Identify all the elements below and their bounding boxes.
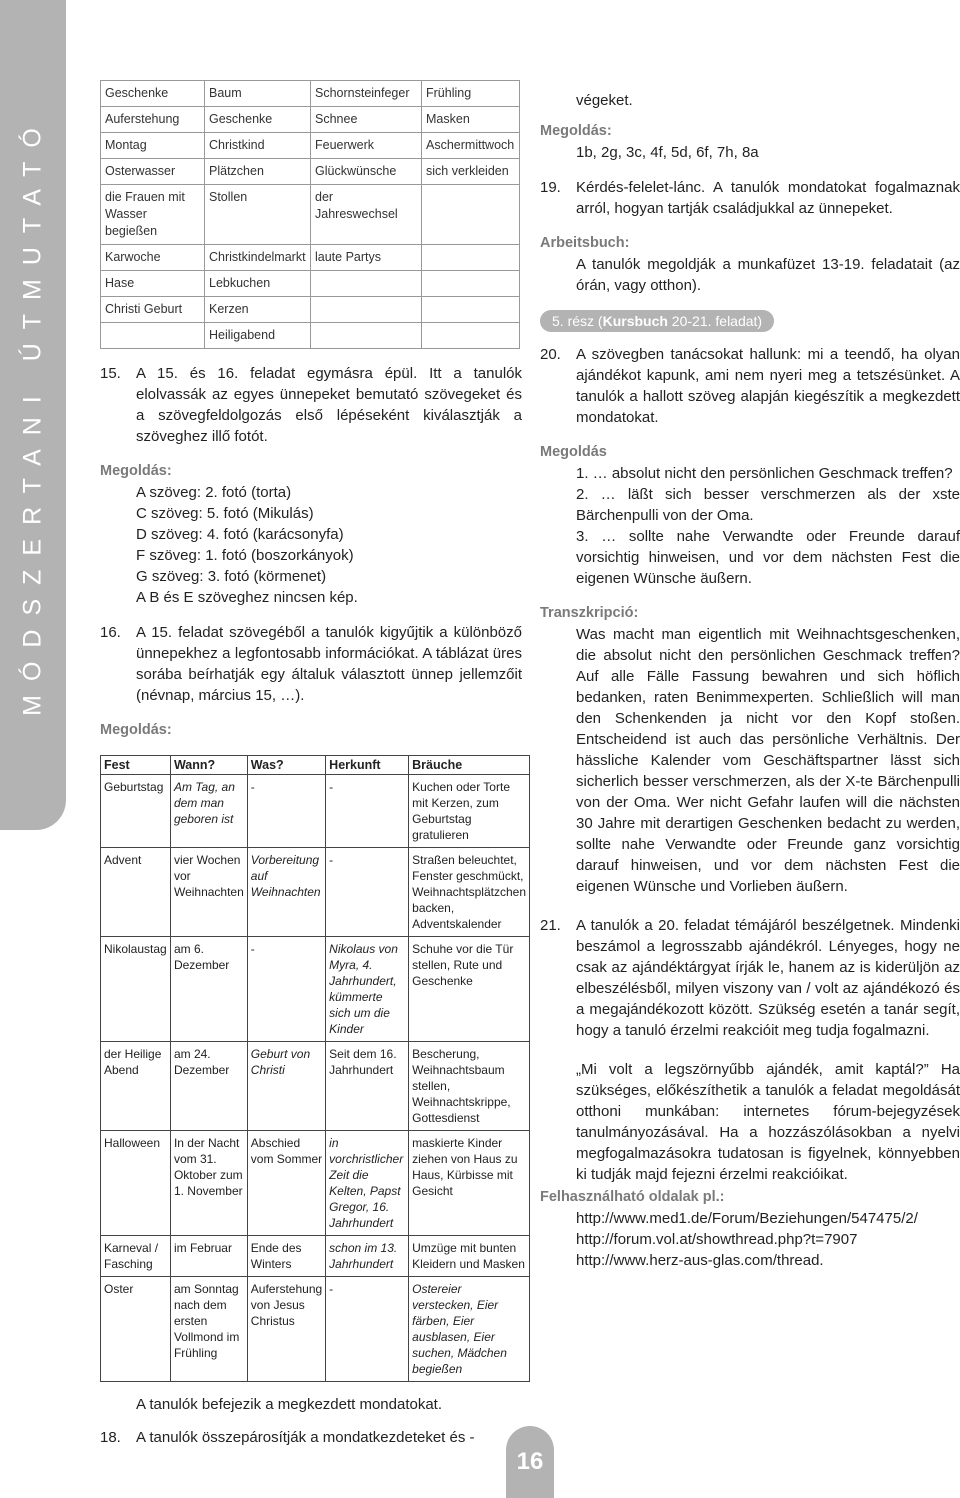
solution-list [540,463,960,589]
festival-header: Herkunft [326,756,409,775]
vocab-cell [422,185,520,245]
vocab-cell: sich verkleiden [422,159,520,185]
vocab-cell: Christkindelmarkt [205,245,311,271]
task-number: 19. [540,179,561,196]
badge-suffix: 20-21. feladat) [667,313,763,329]
vocab-cell: Baum [205,81,311,107]
vocab-cell: Lebkuchen [205,271,311,297]
festival-cell: Nikolaus von Myra, 4. Jahrhundert, kümmerte sich um die Kinder [326,937,409,1042]
festival-cell: am 24. Dezember [170,1042,247,1131]
continuation-text: végeket. [576,92,633,109]
vocab-cell [422,271,520,297]
festival-cell: Kuchen oder Torte mit Kerzen, zum Geburtstag gratulieren [409,775,530,848]
festival-row [101,1131,530,1236]
festival-cell: Straßen beleuchtet, Fenster geschmückt, Weihnachtsplätzchen backen, Adventskalender [409,848,530,937]
task-19 [540,177,960,219]
vocab-row [101,107,520,133]
vocab-cell: Christkind [205,133,311,159]
task-20 [540,344,960,428]
vocab-cell: Geschenke [205,107,311,133]
solution-item: G szöveg: 3. fotó (körmenet) [136,568,327,585]
task-15 [100,363,522,447]
festival-row [101,937,530,1042]
solution-item: 1. … absolut nicht den persönlichen Geschmack treffen? [576,465,953,482]
task-16 [100,622,522,706]
badge-prefix: 5. rész ( [552,313,603,329]
vocab-table [100,80,520,349]
festival-row [101,1236,530,1277]
solution-item: A B és E szöveghez nincsen kép. [136,589,358,606]
vocab-cell [422,323,520,349]
vocab-cell: die Frauen mit Wasser begießen [101,185,205,245]
task-18 [100,1427,522,1448]
solution-heading: Megoldás [540,444,607,460]
task-number: 16. [100,624,121,641]
vocab-cell [311,323,422,349]
festival-row [101,775,530,848]
vocab-cell: Auferstehung [101,107,205,133]
vocab-row [101,323,520,349]
solution-heading: Megoldás: [100,463,172,479]
solution-item: A szöveg: 2. fotó (torta) [136,484,292,501]
vocab-cell: Karwoche [101,245,205,271]
transcript-heading: Transzkripció: [540,605,639,621]
vocab-row [101,245,520,271]
vocab-cell [422,245,520,271]
festival-cell: Bescherung, Weihnachtsbaum stellen, Weihnachtskrippe, Gottesdienst [409,1042,530,1131]
festival-cell: Oster [101,1277,171,1382]
festival-cell: - [326,848,409,937]
festival-cell: vier Wochen vor Weihnachten [170,848,247,937]
festival-cell: Auferstehung von Jesus Christus [247,1277,325,1382]
task-text: Kérdés-felelet-lánc. A tanulók mondatokat fogalmaznak arról, hogyan tartják családjukkal az ünnepeket. [576,179,960,217]
festival-cell: - [326,775,409,848]
vocab-cell: Heiligabend [205,323,311,349]
festival-cell: im Februar [170,1236,247,1277]
vocab-cell [311,271,422,297]
vocab-cell: Stollen [205,185,311,245]
festival-row [101,1277,530,1382]
quote-paragraph: „Mi volt a legszörnyűbb ajándék, amit kaptál?” Ha szükséges, előkészíthetik a tanulók a feladat megoldását otthoni munkában: internetes fórum-bejegyzések tanulmányozásával. Ha a hozzászólásokban a nyelvi megfogalmazásokra tudatosan is figyelnek, könnyebben ki tudják majd fejezni érzelmi reakcióikat. [576,1061,960,1183]
vocab-cell: Schornsteinfeger [311,81,422,107]
vocab-cell: Hase [101,271,205,297]
festival-cell: der Heilige Abend [101,1042,171,1131]
festival-cell: Ende des Winters [247,1236,325,1277]
festival-cell: Geburtstag [101,775,171,848]
solution-item: C szöveg: 5. fotó (Mikulás) [136,505,314,522]
vocab-cell: Frühling [422,81,520,107]
task-text: A szövegben tanácsokat hallunk: mi a teendő, ha olyan ajándékot kapunk, ami nem nyeri meg a tetszésünket. A tanulók a hallott szöveg alapján kiegészítik a megkezdett mondatokat. [576,346,960,426]
task-text: A tanulók a 20. feladat témájáról beszélgetnek. Mindenki beszámol a legrosszabb ajándékról. Lényeges, hogy ne csak az ajándéktárgyat írják le, hanem az is kiderüljön az elbeszélésből, milyen viszony van / volt az ajándékozó és a megajándékozott között. Szükség esetén a tanár segít, hogy a tanuló érzelmi reakcióit meg tudja fogalmazni. [576,917,960,1039]
link-list [540,1208,960,1271]
solution-list [100,482,522,608]
festival-cell: am Sonntag nach dem ersten Vollmond im Frühling [170,1277,247,1382]
vocab-cell [101,323,205,349]
links-heading: Felhasználható oldalak pl.: [540,1189,725,1205]
festival-cell: Umzüge mit bunten Kleidern und Masken [409,1236,530,1277]
vocab-cell: Osterwasser [101,159,205,185]
badge-bold: Kursbuch [602,313,668,329]
right-column [540,90,960,1271]
vocab-cell: Kerzen [205,297,311,323]
festival-cell: Karneval / Fasching [101,1236,171,1277]
task-text: A tanulók összepárosítják a mondatkezdeteket és - [136,1429,475,1446]
task-number: 15. [100,365,121,382]
festival-header: Was? [247,756,325,775]
festival-cell: Ostereier verstecken, Eier färben, Eier ausblasen, Eier suchen, Mädchen begießen [409,1277,530,1382]
solution-item: 3. … sollte nahe Verwandte oder Freunde darauf vorsichtig hinweisen, und vor dem nächsten Fest die eigenen Wünsche äußern. [576,528,960,587]
vocab-cell [422,297,520,323]
left-column [100,80,526,1448]
transcript-text: Was macht man eigentlich mit Weihnachtsgeschenken, die absolut nicht den persönlichen Geschmack treffen? Auf alle Fälle Fassung bewahren und sich höflich bedanken, raten Benimmexperten. Schließlich will man den Schenkenden ja nicht vor den Kopf stoßen. Entscheidend ist auch das persönliche Verhältnis. Der hässliche Kalender vom Geschäftspartner lässt sich sicherlich besser verschmerzen, als der X-te Bärchenpulli von der Oma. Wer nicht Gefahr laufen will die nächsten 30 Jahre mit derartigen Geschenken bedacht zu werden, sollte nahe Verwandte oder Freunde ganz vorsichtig darauf hinweisen, und vor dem nächsten Fest die eigenen Wünsche und Vorlieben äußern. [576,626,960,895]
festival-cell: Abschied vom Sommer [247,1131,325,1236]
vocab-cell: laute Partys [311,245,422,271]
workbook-heading: Arbeitsbuch: [540,235,630,251]
task-17: A tanulók befejezik a megkezdett mondatokat. [136,1396,443,1413]
vocab-row [101,185,520,245]
festival-table [100,755,530,1382]
solution-item: F szöveg: 1. fotó (boszorkányok) [136,547,354,564]
task-number: 18. [100,1429,121,1446]
section-badge-wrap [540,310,960,332]
vocab-cell [311,297,422,323]
task-21 [540,915,960,1041]
reference-link[interactable]: http://forum.vol.at/showthread.php?t=7907 [576,1231,858,1248]
solution-heading: Megoldás: [540,123,612,139]
vocab-cell: Plätzchen [205,159,311,185]
festival-cell: Advent [101,848,171,937]
festival-cell: In der Nacht vom 31. Oktober zum 1. November [170,1131,247,1236]
solution-item: D szöveg: 4. fotó (karácsonyfa) [136,526,344,543]
festival-header: Bräuche [409,756,530,775]
festival-row [101,848,530,937]
festival-header: Wann? [170,756,247,775]
side-strip [0,0,66,830]
festival-cell: Vorbereitung auf Weihnachten [247,848,325,937]
task-text: A 15. és 16. feladat egymásra épül. Itt a tanulók elolvassák az egyes ünnepeket bemutató szövegeket és a szövegfeldolgozás első lépéseként kiválasztják a szöveghez illő fotót. [136,365,522,445]
vocab-row [101,297,520,323]
vocab-row [101,133,520,159]
vocab-row [101,159,520,185]
reference-link[interactable]: http://www.med1.de/Forum/Beziehungen/547475/2/ [576,1210,918,1227]
festival-row [101,1042,530,1131]
task-number: 20. [540,346,561,363]
vocab-cell: Feuerwerk [311,133,422,159]
festival-cell: - [247,775,325,848]
vocab-cell: Montag [101,133,205,159]
task-text: A 15. feladat szövegéből a tanulók kigyűjtik a különböző ünnepekhez a legfontosabb információkat. A táblázat üres sorába beírhatják egy általuk választott ünnep jellemzőit (névnap, március 15, …). [136,624,522,704]
solution-18: 1b, 2g, 3c, 4f, 5d, 6f, 7h, 8a [576,144,759,161]
page-number: 16 [506,1426,554,1498]
solution-item: 2. … läßt sich besser verschmerzen als der xste Bärchenpulli von der Oma. [576,486,960,524]
vocab-cell: Glückwünsche [311,159,422,185]
vocab-cell: Christi Geburt [101,297,205,323]
festival-cell: Geburt von Christi [247,1042,325,1131]
vocab-cell: der Jahreswechsel [311,185,422,245]
vertical-title: MÓDSZERTANI ÚTMUTATÓ [18,114,47,716]
solution-heading: Megoldás: [100,722,172,738]
vocab-cell: Aschermittwoch [422,133,520,159]
festival-cell: - [247,937,325,1042]
festival-header: Fest [101,756,171,775]
vocab-cell: Masken [422,107,520,133]
vocab-row [101,81,520,107]
festival-cell: in vorchristlicher Zeit die Kelten, Papst Gregor, 16. Jahrhundert [326,1131,409,1236]
festival-cell: Nikolaustag [101,937,171,1042]
task-number: 21. [540,917,561,934]
vocab-cell: Geschenke [101,81,205,107]
festival-cell: Schuhe vor die Tür stellen, Rute und Geschenke [409,937,530,1042]
vocab-row [101,271,520,297]
festival-cell: schon im 13. Jahrhundert [326,1236,409,1277]
festival-cell: Halloween [101,1131,171,1236]
vocab-cell: Schnee [311,107,422,133]
festival-cell: maskierte Kinder ziehen von Haus zu Haus, Kürbisse mit Gesicht [409,1131,530,1236]
festival-cell: - [326,1277,409,1382]
reference-link[interactable]: http://www.herz-aus-glas.com/thread. [576,1252,824,1269]
workbook-text: A tanulók megoldják a munkafüzet 13-19. feladatait (az órán, vagy otthon). [576,256,960,294]
festival-cell: am 6. Dezember [170,937,247,1042]
section-badge [540,310,774,332]
festival-cell: Seit dem 16. Jahrhundert [326,1042,409,1131]
festival-cell: Am Tag, an dem man geboren ist [170,775,247,848]
